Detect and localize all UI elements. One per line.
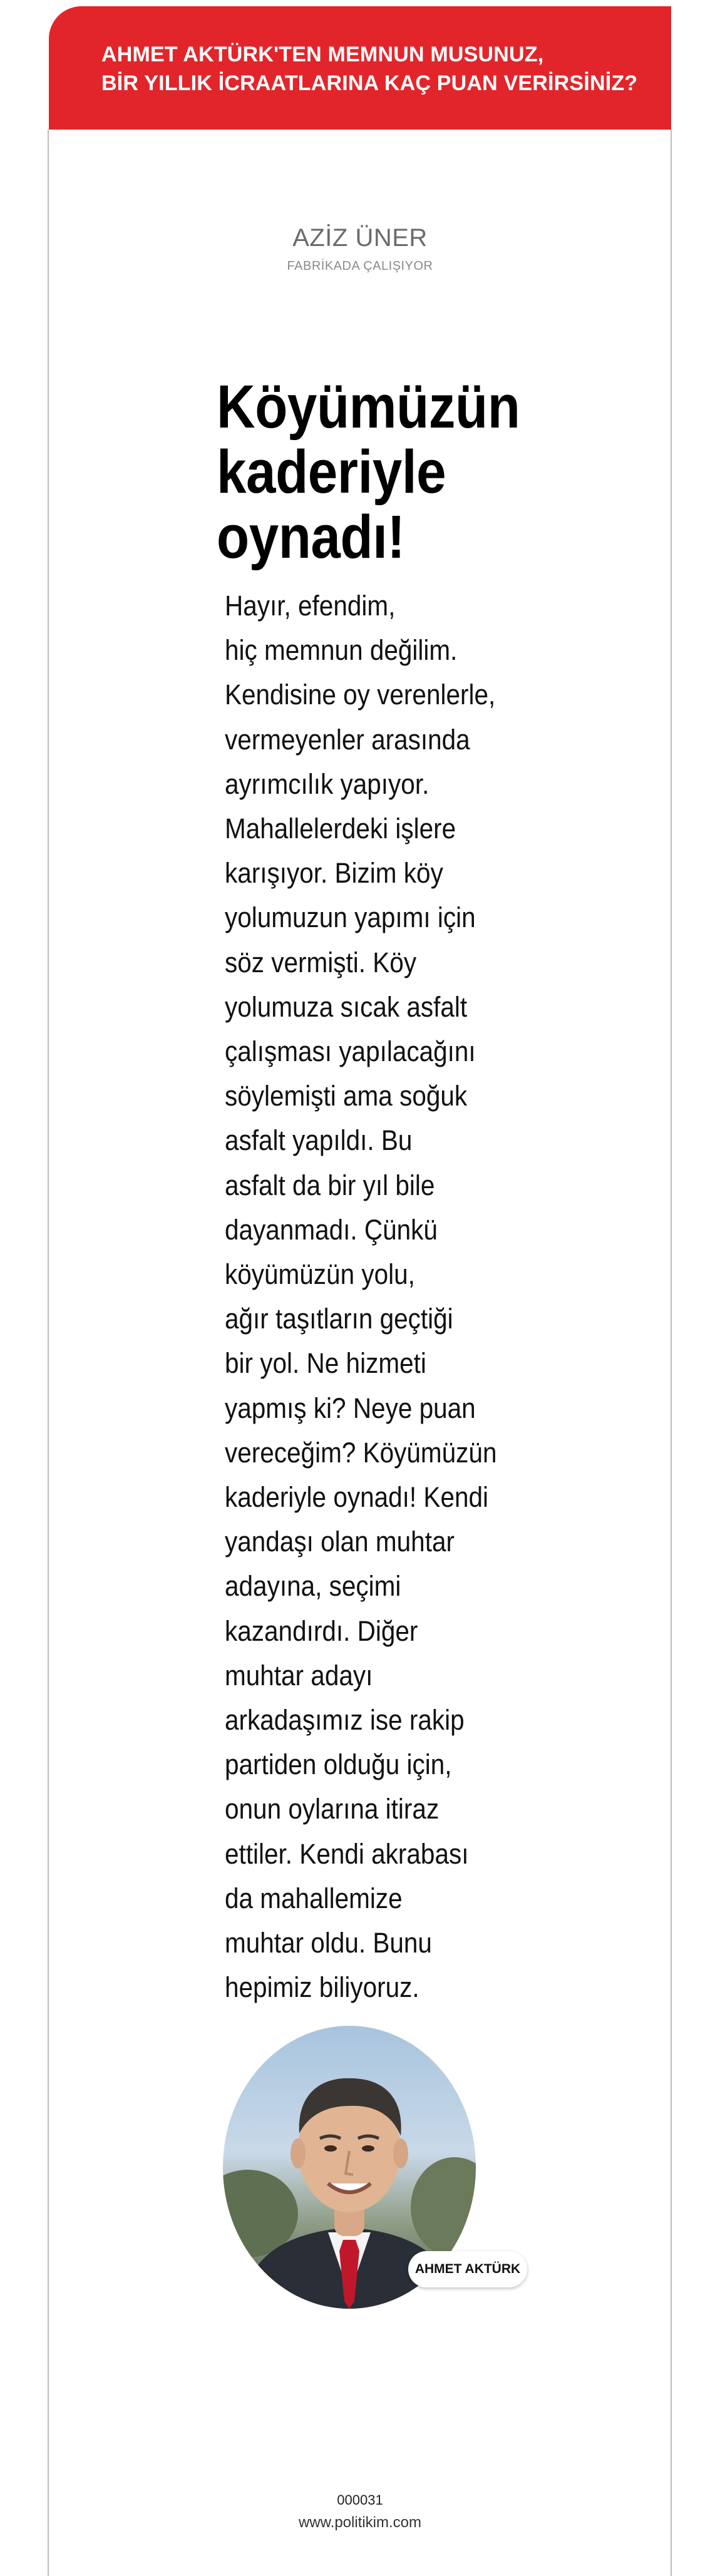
body-text-line: arkadaşımız ise rakip xyxy=(225,1704,465,1737)
body-text-line: Kendisine oy verenlerle, xyxy=(225,679,496,711)
left-divider xyxy=(48,130,49,2576)
respondent-occupation: FABRİKADA ÇALIŞIYOR xyxy=(287,259,433,273)
body-text-line: adayına, seçimi xyxy=(225,1570,401,1603)
headline-line: oynadı! xyxy=(217,503,405,571)
body-text-line: yandaşı olan muhtar xyxy=(225,1526,455,1558)
body-text-line: kaderiyle oynadı! Kendi xyxy=(225,1481,489,1514)
body-text-line: karışıyor. Bizim köy xyxy=(225,857,443,890)
body-text-line: partiden olduğu için, xyxy=(225,1748,452,1781)
body-text-line: asfalt yapıldı. Bu xyxy=(225,1124,413,1157)
body-text-line: muhtar adayı xyxy=(225,1659,373,1691)
body-text-line: yolumuza sıcak asfalt xyxy=(225,990,468,1023)
body-text-line: Hayır, efendim, xyxy=(225,590,396,622)
body-text-line: ayrımcılık yapıyor. xyxy=(225,767,429,800)
body-text-line: söz vermişti. Köy xyxy=(225,946,417,978)
body-text-line: vereceğim? Köyümüzün xyxy=(225,1436,497,1469)
headline-line: Köyümüzün xyxy=(217,372,520,441)
body-text-line: asfalt da bir yıl bile xyxy=(225,1169,435,1201)
body-text-line: onun oylarına itiraz xyxy=(225,1793,440,1825)
body-text-line: da mahallemize xyxy=(225,1882,403,1914)
article-headline xyxy=(217,374,525,570)
website-url: www.politikim.com xyxy=(298,2514,422,2531)
body-text-line: dayanmadı. Çünkü xyxy=(225,1213,438,1246)
body-text-line: hiç memnun değilim. xyxy=(225,634,458,667)
body-text-line: ettiler. Kendi akrabası xyxy=(225,1837,469,1870)
body-text-line: Mahallelerdeki işlere xyxy=(225,813,456,845)
banner-question-line-2: BİR YILLIK İCRAATLARINA KAÇ PUAN VERİRSİNİZ? xyxy=(101,71,638,95)
portrait-caption: AHMET AKTÜRK xyxy=(408,2251,527,2287)
body-text-line: yapmış ki? Neye puan xyxy=(225,1392,476,1424)
body-text-line: çalışması yapılacağını xyxy=(225,1035,476,1068)
body-text-line: muhtar oldu. Bunu xyxy=(225,1927,432,1959)
question-banner xyxy=(49,6,671,130)
body-text-line: yolumuzun yapımı için xyxy=(225,901,476,934)
body-text-line: vermeyenler arasında xyxy=(225,723,470,756)
body-text-line: söylemişti ama soğuk xyxy=(225,1080,468,1112)
headline-line: kaderiyle xyxy=(217,438,446,506)
body-text-line: kazandırdı. Diğer xyxy=(225,1614,418,1647)
right-divider xyxy=(671,130,672,2576)
body-text-line: köyümüzün yolu, xyxy=(225,1258,415,1291)
respondent-name: AZİZ ÜNER xyxy=(292,224,428,252)
page-code: 000031 xyxy=(337,2492,383,2508)
body-text-line: bir yol. Ne hizmeti xyxy=(225,1347,426,1380)
article-body xyxy=(225,583,518,2010)
banner-question-line-1: AHMET AKTÜRK'TEN MEMNUN MUSUNUZ, xyxy=(101,43,544,66)
body-text-line: hepimiz biliyoruz. xyxy=(225,1971,419,2004)
body-text-line: ağır taşıtların geçtiği xyxy=(225,1303,453,1335)
